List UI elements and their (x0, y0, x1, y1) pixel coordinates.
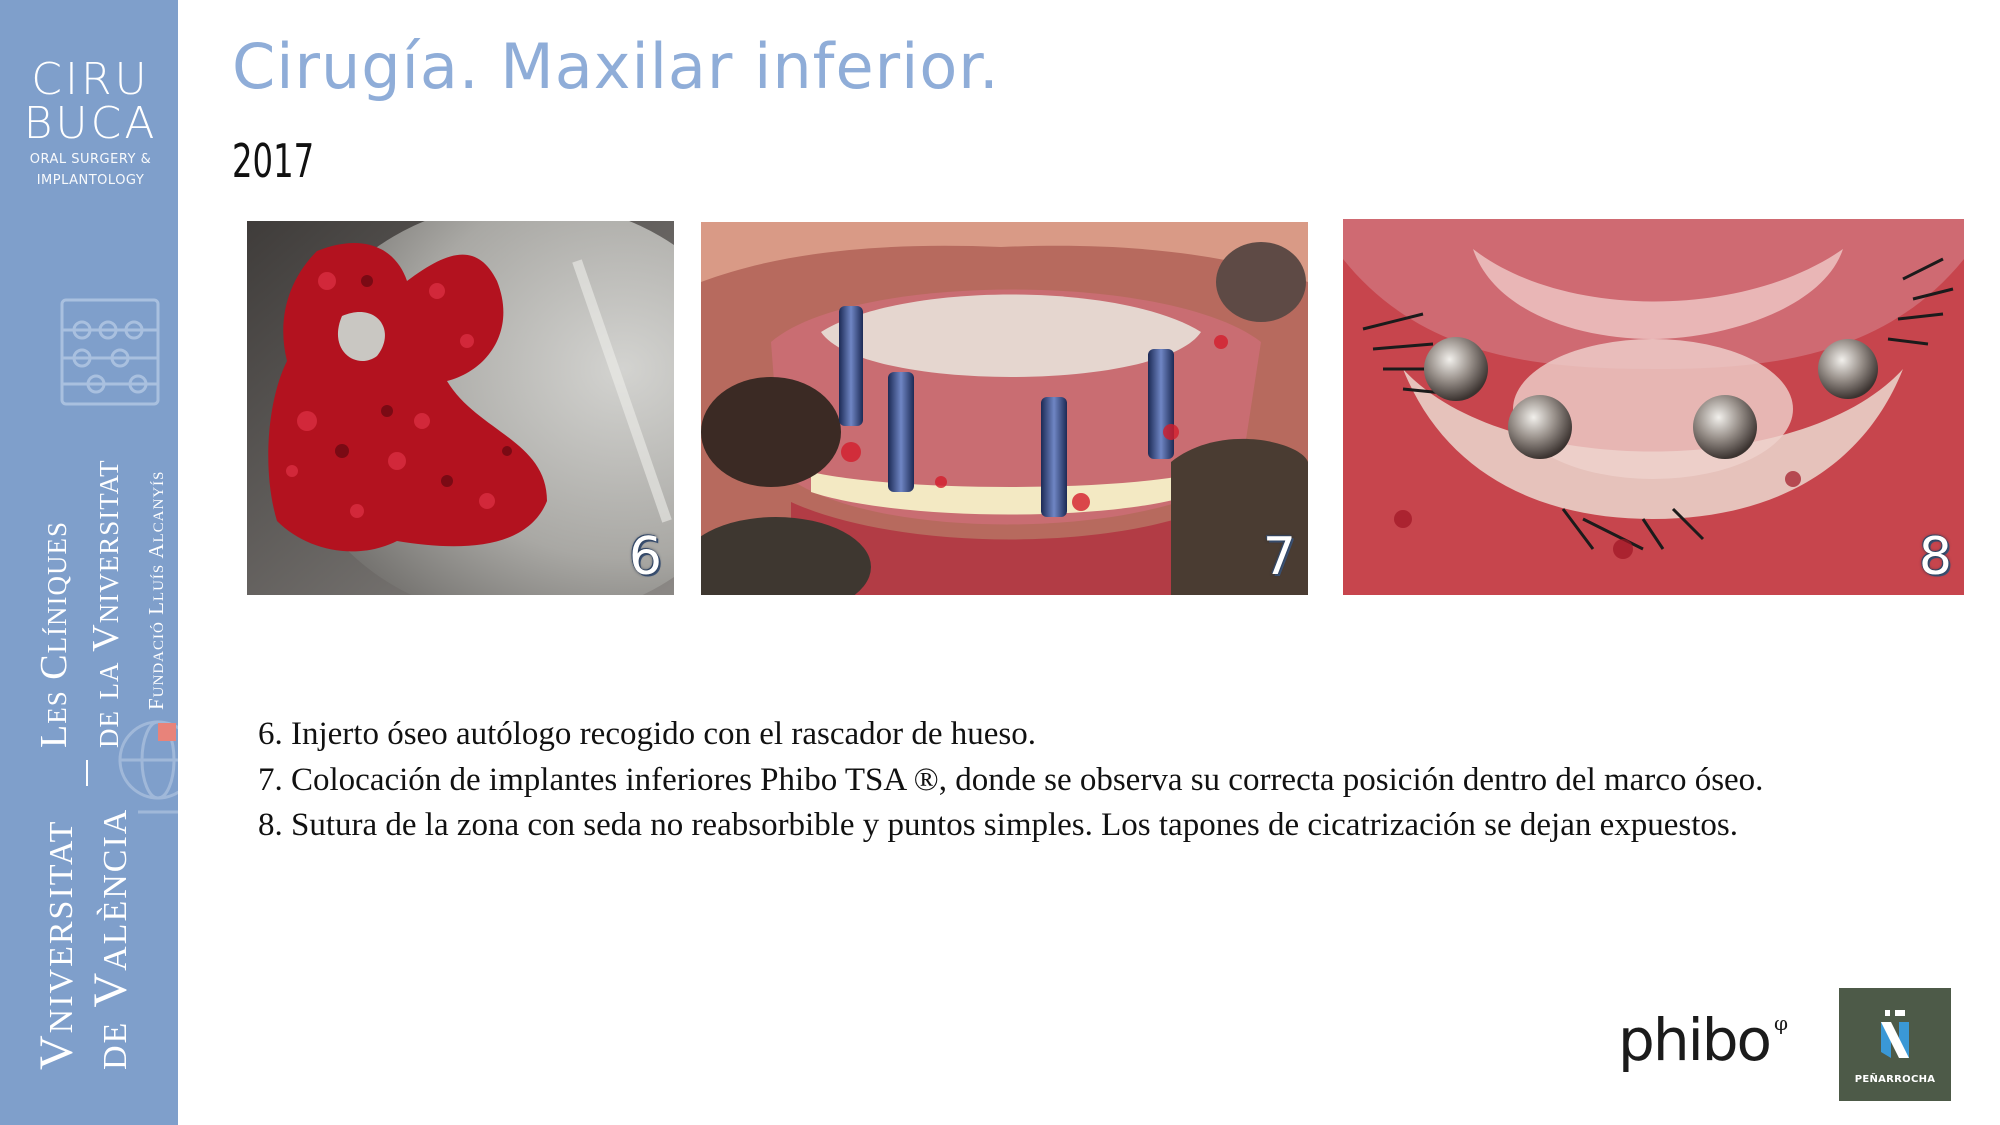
photo-sutures (1343, 219, 1964, 595)
foundation-name: Fundació Lluís Alcanyís (144, 470, 168, 710)
logo-divider (86, 760, 88, 786)
penarrocha-logo (1839, 988, 1951, 1101)
slide-title: Cirugía. Maxilar inferior. (232, 30, 1000, 103)
caption-6: 6. Injerto óseo autólogo recogido con el rascador de hueso. (258, 716, 1036, 752)
caption-7: 7. Colocación de implantes inferiores Phibo TSA ®, donde se observa su correcta posición dentro del marco óseo. (258, 761, 1764, 798)
cliniques-line-2: de la Vniversitat (85, 459, 127, 748)
phibo-logo (1618, 1006, 1789, 1083)
photo-number-7: 7 (1262, 527, 1296, 587)
cliniques-line-1: Les Clíniques (33, 520, 75, 748)
implants-image (701, 222, 1308, 595)
university-name-line-1: Vniversitat (30, 819, 83, 1070)
brand-line-2: BUCA (23, 98, 158, 149)
photo-implants (701, 222, 1308, 595)
university-name-line-2: de València (84, 807, 137, 1070)
cirubuca-logo (18, 54, 163, 188)
penarrocha-n-icon (1839, 988, 1951, 1074)
photo-bone-graft (247, 221, 674, 595)
sutures-image (1343, 219, 1964, 595)
penarrocha-label: PEÑARROCHA (1854, 1074, 1936, 1085)
bone-graft-image (247, 221, 674, 595)
university-vertical-logo (28, 440, 168, 1080)
brand-subtitle-2: IMPLANTOLOGY (36, 173, 145, 188)
phibo-phi-mark: φ (1774, 1011, 1789, 1035)
slide-year: 2017 (232, 134, 315, 188)
brand-line-1: CIRU (31, 54, 150, 105)
phibo-wordmark: phibo (1618, 1006, 1770, 1074)
brand-subtitle-1: ORAL SURGERY & (29, 152, 152, 167)
foundation-mark-icon (158, 723, 176, 741)
caption-8: 8. Sutura de la zona con seda no reabsorbible y puntos simples. Los tapones de cicatrización se dejan expuestos. (258, 807, 1738, 843)
photo-number-6: 6 (628, 527, 662, 587)
figure-captions (258, 712, 1898, 849)
photo-number-8: 8 (1918, 527, 1952, 587)
abacus-icon (58, 296, 162, 413)
sidebar (0, 0, 178, 1125)
